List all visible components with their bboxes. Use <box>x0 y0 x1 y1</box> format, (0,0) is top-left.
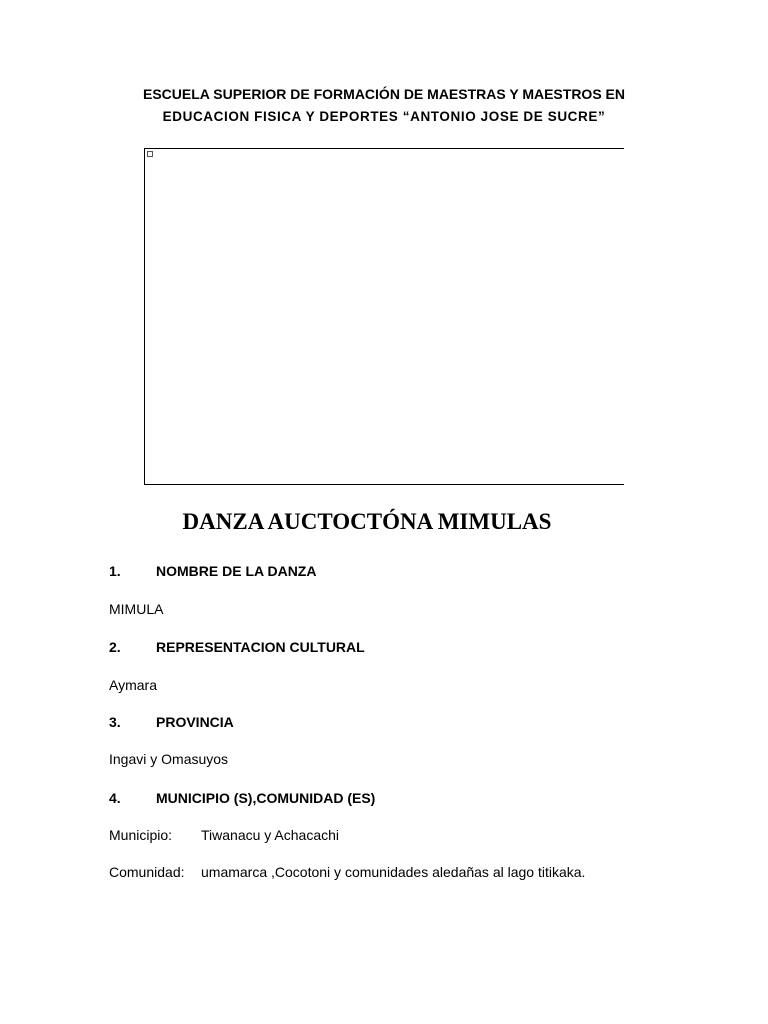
institution-name-line1: ESCUELA SUPERIOR DE FORMACIÓN DE MAESTRAS Y MAESTROS EN <box>142 86 625 102</box>
broken-image-icon <box>147 151 153 157</box>
section-heading <box>109 639 365 655</box>
detail-value: Tiwanacu y Achacachi <box>201 827 339 843</box>
detail-row <box>109 827 339 843</box>
section-number: 2. <box>109 639 121 655</box>
section-title: REPRESENTACION CULTURAL <box>156 639 365 655</box>
detail-label: Municipio: <box>109 827 173 843</box>
section-title: PROVINCIA <box>156 714 234 730</box>
detail-row <box>109 864 585 880</box>
section-heading <box>109 563 316 579</box>
section-heading <box>109 714 234 730</box>
section-title: MUNICIPIO (S),COMUNIDAD (ES) <box>156 790 376 806</box>
section-content: MIMULA <box>109 601 164 617</box>
institution-name-line2: EDUCACION FISICA Y DEPORTES “ANTONIO JOSE DE SUCRE” <box>162 109 606 124</box>
document-title: DANZA AUCTOCTÓNA MIMULAS <box>182 509 552 534</box>
image-placeholder-frame <box>144 148 624 485</box>
detail-label: Comunidad: <box>109 864 185 880</box>
section-number: 3. <box>109 714 121 730</box>
section-number: 1. <box>109 563 121 579</box>
detail-value: umamarca ,Cocotoni y comunidades aledañas al lago titikaka. <box>201 864 586 880</box>
section-content: Aymara <box>109 677 157 693</box>
section-title: NOMBRE DE LA DANZA <box>156 563 317 579</box>
section-content: Ingavi y Omasuyos <box>109 751 229 767</box>
section-heading <box>109 790 375 806</box>
section-number: 4. <box>109 790 121 806</box>
